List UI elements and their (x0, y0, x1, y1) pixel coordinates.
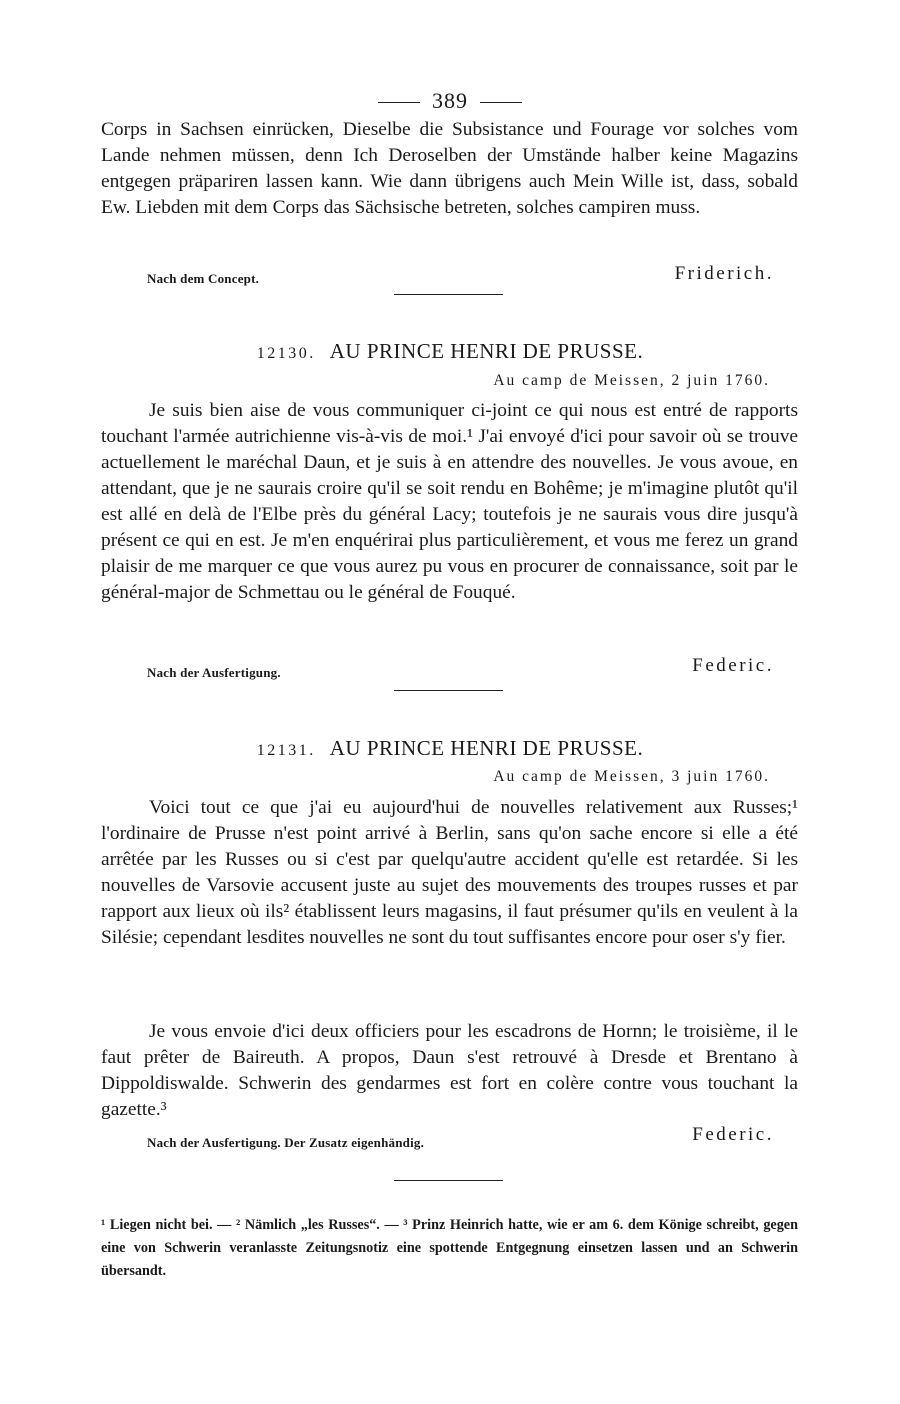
footnotes: ¹ Liegen nicht bei. — ² Nämlich „les Russes“. — ³ Prinz Heinrich hatte, wie er am 6. dem Könige schreibt, gegen eine von Schwerin veranlasste Zeitungsnotiz eine spottende Entgegnung einsetzen lassen und an Schwerin übersandt. (101, 1217, 798, 1279)
letter-recipient: AU PRINCE HENRI DE PRUSSE. (329, 736, 644, 760)
section-divider (394, 690, 503, 691)
continuation-source-note: Nach dem Concept. (147, 271, 260, 286)
letter-signature: Federic. (692, 1124, 774, 1145)
letter-dateline: Au camp de Meissen, 2 juin 1760. (493, 372, 770, 389)
letter-dateline: Au camp de Meissen, 3 juin 1760. (493, 768, 770, 785)
letter-number: 12130. (256, 345, 316, 362)
letter-recipient: AU PRINCE HENRI DE PRUSSE. (329, 339, 644, 363)
page-number (0, 88, 900, 114)
letter-heading (0, 736, 900, 761)
letter-source-note: Nach der Ausfertigung. (147, 665, 281, 680)
letter-number: 12131. (256, 742, 316, 759)
letter-source-note: Nach der Ausfertigung. Der Zusatz eigenhändig. (147, 1135, 425, 1150)
section-divider (394, 294, 503, 295)
page-number-dash-left (378, 102, 420, 103)
letter-paragraph: Je vous envoie d'ici deux officiers pour les escadrons de Hornn; le troisième, il le faut prêter de Baireuth. A propos, Daun s'est retrouvé à Dresde et Brentano à Dippoldiswalde. Schwerin des gendarmes est fort en colère contre vous touchant la gazette.³ (101, 1021, 798, 1120)
letter-heading (0, 339, 900, 364)
section-divider (394, 1180, 503, 1181)
continuation-signature: Friderich. (674, 263, 774, 284)
letter-signature: Federic. (692, 655, 774, 676)
continuation-paragraph: Corps in Sachsen einrücken, Dieselbe die Subsistance und Fourage vor solches vom Lande nehmen müssen, denn Ich Deroselben der Umstände halber keine Magazins entgegen präpariren lassen kann. Wie dann übrigens auch Mein Wille ist, dass, sobald Ew. Liebden mit dem Corps das Sächsische betreten, solches campiren muss. (101, 119, 798, 218)
page-number-dash-right (480, 102, 522, 103)
page-number-text: 389 (432, 88, 468, 113)
letter-paragraph: Voici tout ce que j'ai eu aujourd'hui de nouvelles relativement aux Russes;¹ l'ordinaire de Prusse n'est point arrivé à Berlin, sans qu'on sache encore si elle a été arrêtée par les Russes ou si c'est par quelqu'autre accident qu'elle est retardée. Si les nouvelles de Varsovie accusent juste au sujet des mouvements des troupes russes et par rapport aux lieux où ils² établissent leurs magasins, il faut présumer qu'ils en veulent à la Silésie; cependant lesdites nouvelles ne sont du tout suffisantes encore pour oser s'y fier. (101, 797, 798, 948)
letter-paragraph: Je suis bien aise de vous communiquer ci-joint ce qui nous est entré de rapports touchant l'armée autrichienne vis-à-vis de moi.¹ J'ai envoyé d'ici pour savoir où se trouve actuellement le maréchal Daun, et je suis à en attendre des nouvelles. Je vous avoue, en attendant, que je ne saurais croire qu'il se soit rendu en Bohême; je m'imagine plutôt qu'il est allé en delà de l'Elbe près du général Lacy; toutefois je ne saurais vous dire jusqu'à présent ce qui en est. Je m'en enquérirai plus particulièrement, et vous me ferez un grand plaisir de me marquer ce que vous aurez pu vous en procurer de connaissance, soit par le général-major de Schmettau ou le général de Fouqué. (101, 400, 798, 603)
